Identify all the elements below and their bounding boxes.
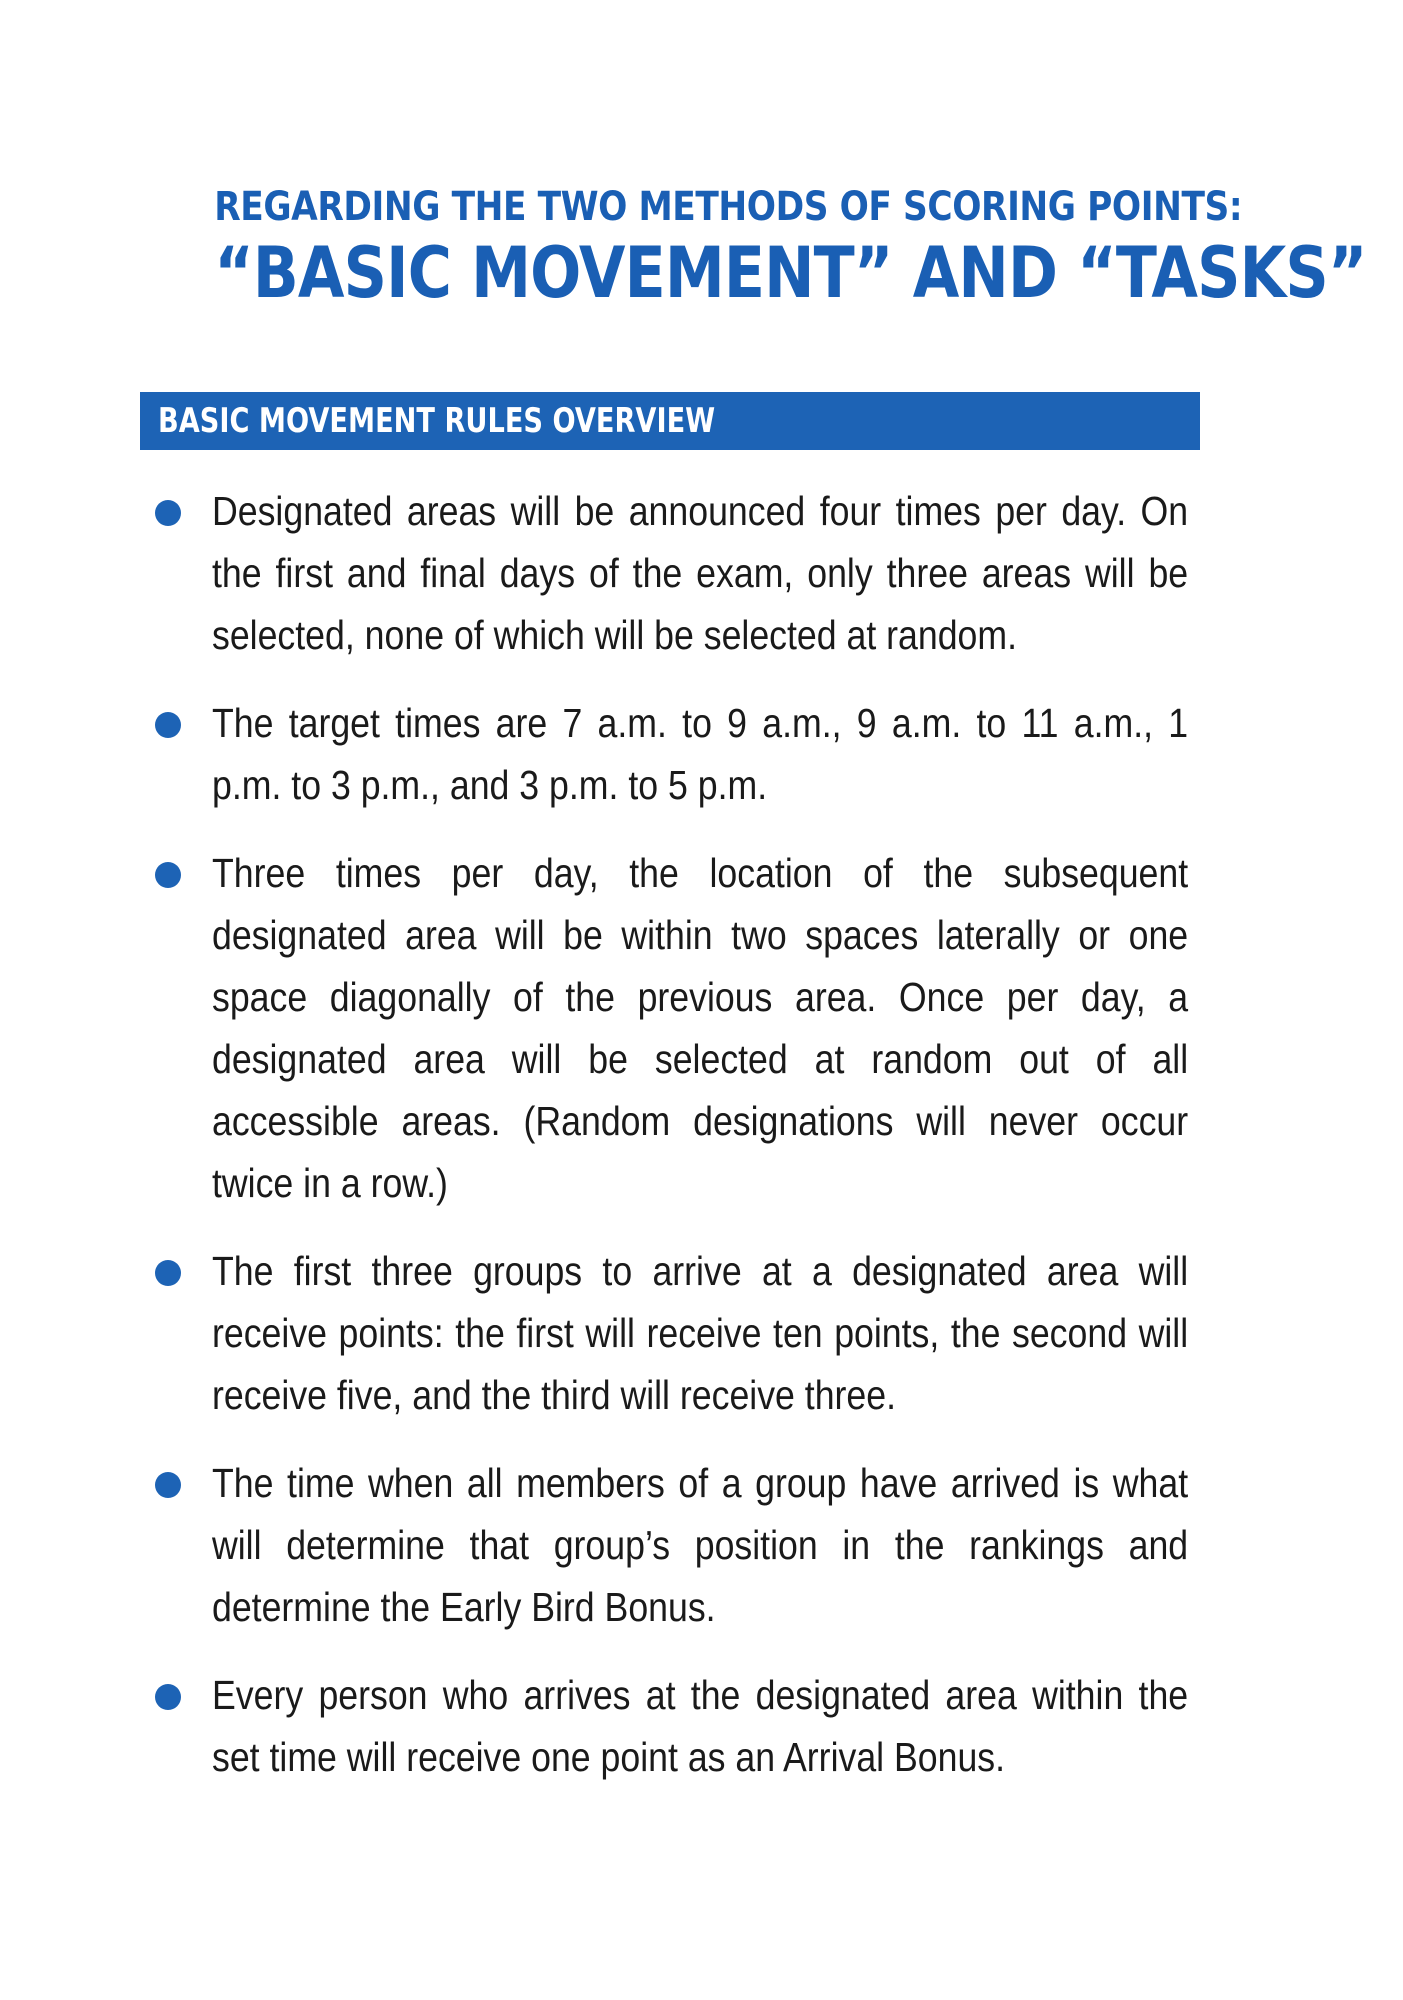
rule-text: Every person who arrives at the designated area within the set time will receive one point as an Arrival Bonus. — [212, 1672, 1189, 1780]
bullet-dot-icon — [155, 862, 181, 888]
list-item — [150, 1452, 1195, 1638]
bullet-dot-icon — [155, 1472, 181, 1498]
rule-text: The target times are 7 a.m. to 9 a.m., 9 a.m. to 11 a.m., 1 p.m. to 3 p.m., and 3 p.m. to 5 p.m. — [212, 700, 1189, 808]
list-item — [150, 842, 1195, 1214]
bullet-dot-icon — [155, 500, 181, 526]
heading-subtitle: REGARDING THE TWO METHODS OF SCORING POINTS: — [214, 184, 1243, 230]
rule-text: The time when all members of a group have arrived is what will determine that group’s position in the rankings and determine the Early Bird Bonus. — [212, 1460, 1189, 1630]
section-header-bar — [140, 392, 1200, 450]
list-item — [150, 692, 1195, 816]
list-item — [150, 1240, 1195, 1426]
list-item — [150, 480, 1195, 666]
rules-list — [150, 480, 1195, 1814]
rule-text: The first three groups to arrive at a designated area will receive points: the first will receive ten points, the second will receive five, and the third will receive three. — [212, 1248, 1189, 1418]
bullet-dot-icon — [155, 1684, 181, 1710]
heading-title: “BASIC MOVEMENT” AND “TASKS” — [214, 232, 1367, 314]
rule-text: Designated areas will be announced four times per day. On the first and final days of the exam, only three areas will be selected, none of which will be selected at random. — [212, 488, 1189, 658]
bullet-dot-icon — [155, 1260, 181, 1286]
page-heading — [140, 182, 1367, 314]
rule-text: Three times per day, the location of the subsequent designated area will be within two spaces laterally or one space diagonally of the previous area. Once per day, a designated area will be selected at random out of all accessible areas. (Random designations will never occur twice in a row.) — [212, 850, 1189, 1206]
list-item — [150, 1664, 1195, 1788]
section-title: BASIC MOVEMENT RULES OVERVIEW — [158, 401, 716, 441]
bullet-dot-icon — [155, 712, 181, 738]
